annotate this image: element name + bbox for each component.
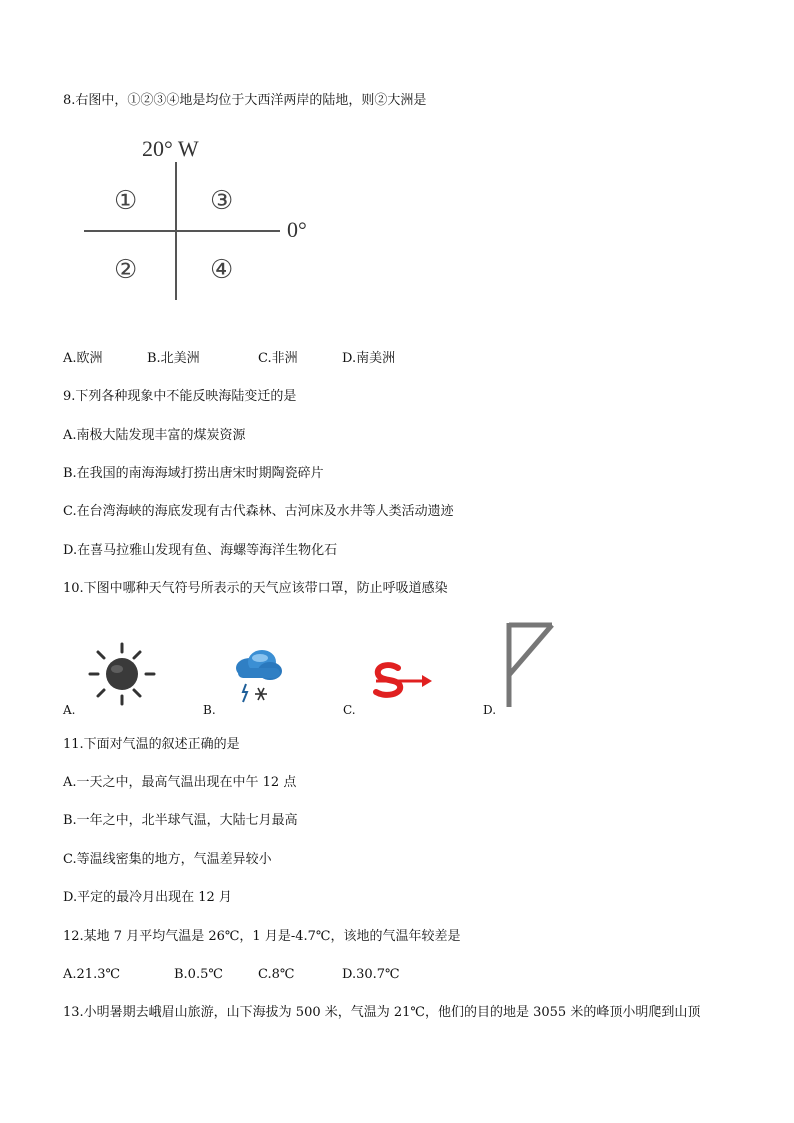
q12-option-b: B.0.5℃ xyxy=(174,967,223,982)
q10-question: 10.下图中哪种天气符号所表示的天气应该带口罩，防止呼吸道感染 xyxy=(63,581,448,596)
q8-quadrant-figure xyxy=(80,130,340,305)
q11-option-a: A.一天之中，最高气温出现在中午 12 点 xyxy=(63,775,297,790)
q8-question: 8.右图中，①②③④地是均位于大西洋两岸的陆地，则②大洲是 xyxy=(63,93,427,108)
q11-option-c: C.等温线密集的地方，气温差异较小 xyxy=(63,852,272,867)
q13-question: 13.小明暑期去峨眉山旅游，山下海拔为 500 米，气温为 21℃，他们的目的地是 3055 米的峰顶小明爬到山顶 xyxy=(63,1005,701,1020)
q8-options xyxy=(63,350,395,368)
quadrant-label-2: ② xyxy=(114,255,138,285)
q8-option-a: A.欧洲 xyxy=(63,351,103,366)
q12-option-c: C.8℃ xyxy=(258,967,295,982)
sun-icon xyxy=(84,640,160,708)
q9-question: 9.下列各种现象中不能反映海陆变迁的是 xyxy=(63,389,297,404)
q12-option-a: A.21.3℃ xyxy=(63,967,121,982)
q9-option-a: A.南极大陆发现丰富的煤炭资源 xyxy=(63,428,246,443)
equator-label: 0° xyxy=(287,217,307,242)
q12-question: 12.某地 7 月平均气温是 26℃，1 月是-4.7℃，该地的气温年较差是 xyxy=(63,929,461,944)
q11-question: 11.下面对气温的叙述正确的是 xyxy=(63,737,240,752)
q9-option-c: C.在台湾海峡的海底发现有古代森林、古河床及水井等人类活动遗迹 xyxy=(63,504,454,519)
q10-option-d-label: D. xyxy=(483,703,497,717)
sandstorm-icon xyxy=(370,660,434,702)
q11-option-d: D.平定的最冷月出现在 12 月 xyxy=(63,890,232,905)
q11-option-b: B.一年之中，北半球气温，大陆七月最高 xyxy=(63,813,298,828)
q8-option-c: C.非洲 xyxy=(258,351,298,366)
q12-options xyxy=(63,966,400,984)
q9-option-b: B.在我国的南海海域打捞出唐宋时期陶瓷碎片 xyxy=(63,466,324,481)
q10-option-b-label: B. xyxy=(203,703,216,717)
q9-option-d: D.在喜马拉雅山发现有鱼、海螺等海洋生物化石 xyxy=(63,543,338,558)
q8-option-d: D.南美洲 xyxy=(342,351,396,366)
meridian-label: 20° W xyxy=(142,136,199,161)
q10-option-c-label: C. xyxy=(343,703,356,717)
q8-option-b: B.北美洲 xyxy=(147,351,200,366)
quadrant-label-1: ① xyxy=(114,186,138,216)
quadrant-label-3: ③ xyxy=(210,186,234,216)
q10-option-a-label: A. xyxy=(63,703,76,717)
wind-flag-icon xyxy=(496,617,566,709)
quadrant-label-4: ④ xyxy=(210,255,234,285)
thunderstorm-hail-icon xyxy=(228,646,286,708)
q12-option-d: D.30.7℃ xyxy=(342,967,400,982)
